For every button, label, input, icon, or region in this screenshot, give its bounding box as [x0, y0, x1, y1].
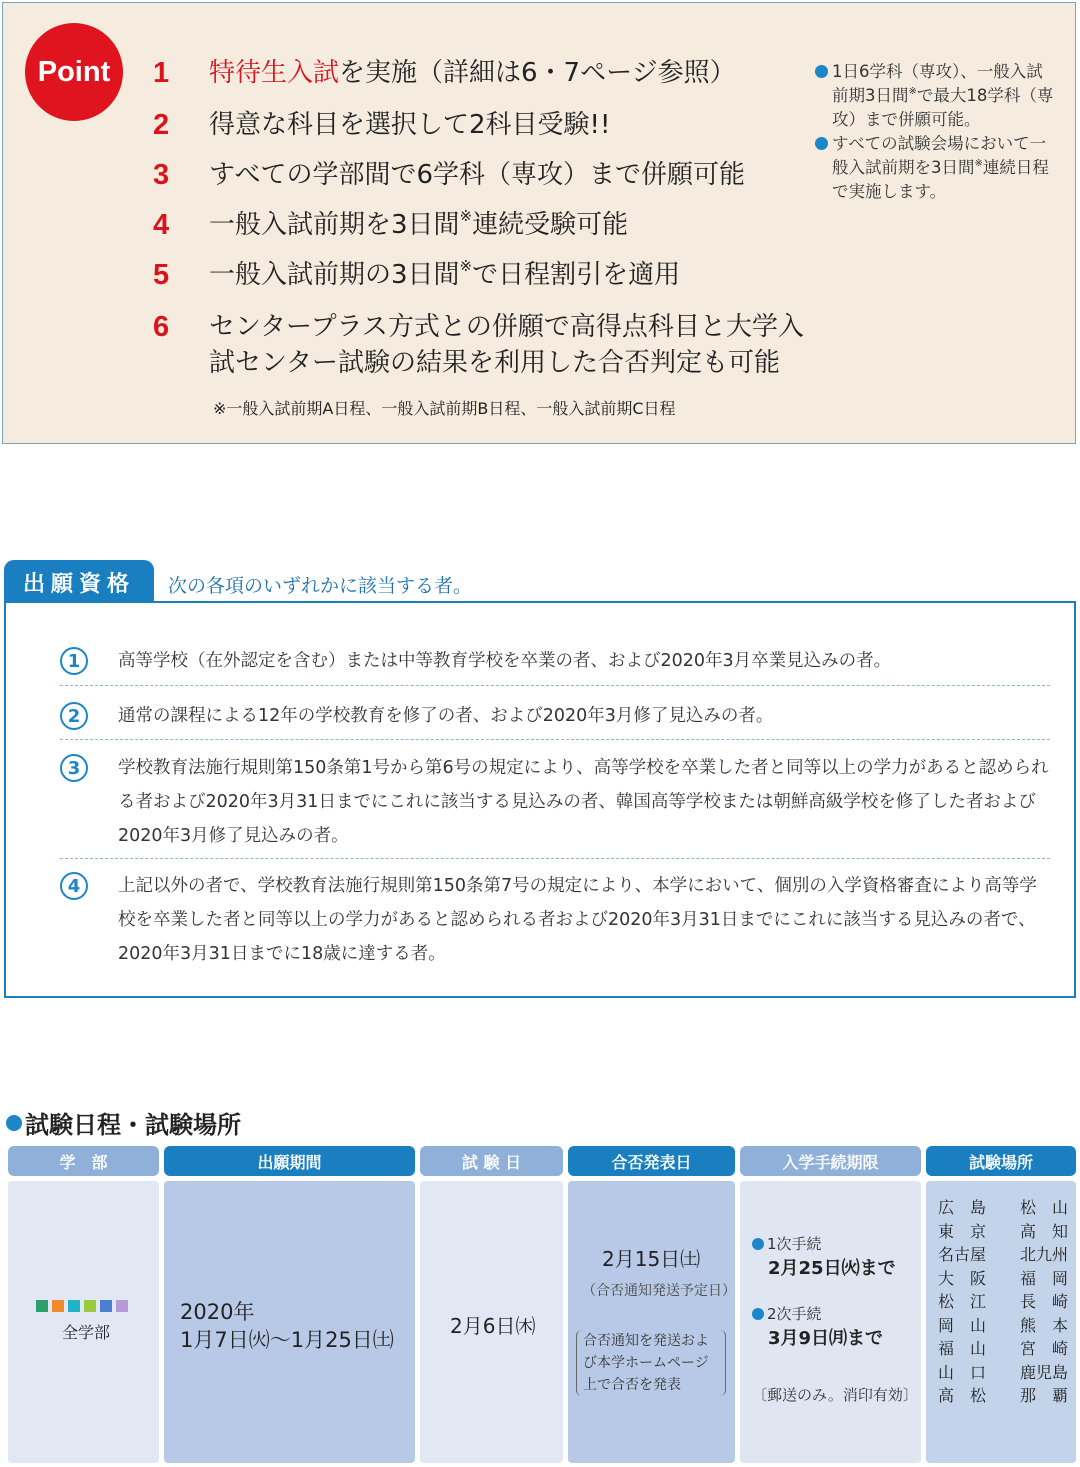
procedure-note: 〔郵送のみ。消印有効〕 [752, 1386, 918, 1404]
qualification-item-4 [60, 869, 1050, 971]
dept-color-square [52, 1300, 64, 1312]
procedure-1-date: 2月25日㈫まで [768, 1258, 896, 1279]
venue-name: 山 口 [938, 1362, 987, 1382]
venue-row [938, 1290, 1068, 1314]
venue-name: 広 島 [938, 1198, 987, 1217]
footnote-mark: ※ [459, 257, 473, 275]
dept-color-square [84, 1300, 96, 1312]
dashed-divider [60, 858, 1050, 859]
point-text-line2: 試センター試験の結果を利用した合否判定も可能 [209, 348, 780, 378]
venue-name: 高 松 [938, 1386, 987, 1405]
point-number: 2 [153, 109, 170, 141]
venue-name: 高 知 [1019, 1221, 1068, 1241]
qualification-text: 通常の課程による12年の学校教育を修了の者、および2020年3月修了見込みの者。 [118, 706, 774, 726]
point-item-6 [153, 309, 804, 381]
number-circle-icon: 2 [60, 702, 88, 730]
cell-result [568, 1181, 735, 1463]
schedule-title-text: 試験日程・試験場所 [25, 1111, 241, 1139]
result-bracket-note: 合否通知を発送および本学ホームページ上で合否を発表 [576, 1330, 726, 1396]
point-text: 一般入試前期の3日間 [209, 260, 460, 290]
dept-color-square [68, 1300, 80, 1312]
dashed-divider [60, 685, 1050, 686]
exam-day: 2月6日㈭ [450, 1314, 536, 1338]
venue-name: 熊 本 [1019, 1315, 1068, 1335]
period-range: 1月7日㈫〜1月25日㈯ [180, 1328, 394, 1352]
number-circle-icon: 3 [60, 754, 88, 782]
side-note-text: 1日6学科（専攻）、一般入試前期3日間 [832, 62, 1043, 105]
procedure-2-label [752, 1303, 822, 1324]
period-year: 2020年 [180, 1300, 255, 1324]
point-footnote: ※一般入試前期A日程、一般入試前期B日程、一般入試前期C日程 [213, 399, 676, 418]
point-text: を実施（詳細は6・7ページ参照） [339, 58, 736, 88]
number-circle-icon: 4 [60, 872, 88, 900]
venue-name: 松 山 [1019, 1198, 1068, 1217]
venue-row [938, 1243, 1068, 1267]
point-highlight: 特待生入試 [209, 58, 340, 88]
header-result: 合否発表日 [568, 1146, 735, 1176]
point-text: すべての学部間で6学科（専攻）まで併願可能 [209, 160, 746, 190]
side-note-text-cont: 連続日程で実施します。 [832, 158, 1049, 201]
venue-row [938, 1267, 1068, 1291]
dept-color-square [116, 1300, 128, 1312]
bullet-icon [815, 137, 828, 150]
procedure-label-text: 1次手続 [767, 1235, 822, 1253]
qualification-item-2 [60, 699, 1050, 733]
venue-row [938, 1196, 1068, 1220]
venue-name: 福 山 [938, 1339, 987, 1358]
bullet-icon [752, 1238, 764, 1250]
point-number: 4 [153, 209, 170, 241]
qualification-subtitle: 次の各項のいずれかに該当する者。 [168, 575, 473, 597]
footnote-mark: ※ [974, 158, 983, 169]
dept-color-square [100, 1300, 112, 1312]
qualification-tab: 出願資格 [4, 560, 154, 604]
venue-name: 大 阪 [938, 1268, 987, 1288]
number-circle-icon: 1 [60, 647, 88, 675]
venue-name: 宮 崎 [1019, 1339, 1068, 1358]
header-venue: 試験場所 [926, 1146, 1076, 1176]
venue-name: 那 覇 [1019, 1386, 1068, 1405]
point-number: 6 [153, 311, 170, 343]
point-item-4 [153, 207, 628, 243]
dept-label: 全学部 [62, 1323, 111, 1342]
venue-name: 岡 山 [938, 1315, 987, 1335]
point-number: 5 [153, 259, 170, 291]
side-note-1 [815, 60, 1055, 132]
footnote-mark: ※ [908, 86, 917, 97]
venue-name: 北九州 [1019, 1245, 1068, 1264]
point-text: 一般入試前期を3日間 [209, 210, 460, 240]
header-period: 出願期間 [164, 1146, 415, 1176]
point-item-2 [153, 107, 610, 143]
side-note-text-cont: で最大18学科（専攻）まで併願可能。 [832, 86, 1054, 129]
point-number: 1 [153, 57, 170, 89]
venue-name: 松 江 [938, 1292, 987, 1311]
point-item-1 [153, 55, 736, 91]
point-number: 3 [153, 159, 170, 191]
header-exam-day: 試 験 日 [420, 1146, 563, 1176]
point-text-cont: で日程割引を適用 [472, 260, 681, 290]
point-text: センタープラス方式との併願で高得点科目と大学入 [209, 312, 804, 342]
side-note-text: すべての試験会場において一般入試前期を3日間 [832, 134, 1047, 177]
venue-name: 長 崎 [1019, 1292, 1068, 1311]
side-note-2 [815, 132, 1055, 204]
procedure-2-date: 3月9日㈪まで [768, 1328, 884, 1349]
procedure-1-label [752, 1233, 822, 1254]
side-notes [815, 60, 1055, 204]
point-badge: Point [25, 23, 123, 121]
bullet-icon [6, 1115, 22, 1131]
venue-row [938, 1220, 1068, 1244]
application-period [180, 1298, 394, 1354]
qualification-item-3 [60, 751, 1050, 853]
header-procedure: 入学手続期限 [740, 1146, 921, 1176]
department-color-bars [36, 1300, 132, 1312]
venue-row [938, 1384, 1068, 1408]
qualification-text: 学校教育法施行規則第150条第1号から第6号の規定により、高等学校を卒業した者と同等以上の学力があると認められる者および2020年3月31日までにこれに該当する見込みの者、韓国高等学校または朝鮮高級学校を修了した者および2020年3月修了見込みの者。 [118, 758, 1049, 846]
schedule-title [6, 1105, 241, 1140]
point-item-3 [153, 157, 745, 193]
dashed-divider [60, 739, 1050, 740]
result-date: 2月15日㈯ [602, 1247, 701, 1271]
venue-name: 東 京 [938, 1221, 987, 1241]
venue-name: 福 岡 [1019, 1268, 1068, 1288]
bullet-icon [815, 65, 828, 78]
header-dept: 学 部 [8, 1146, 159, 1176]
bullet-icon [752, 1308, 764, 1320]
footnote-mark: ※ [459, 207, 473, 225]
point-text: 得意な科目を選択して2科目受験!! [209, 110, 611, 140]
qualification-item-1 [60, 644, 1050, 678]
venue-row [938, 1314, 1068, 1338]
point-text-cont: 連続受験可能 [472, 210, 629, 240]
point-box [2, 2, 1076, 444]
procedure-label-text: 2次手続 [767, 1305, 822, 1323]
venue-name: 鹿児島 [1019, 1362, 1068, 1382]
venue-row [938, 1361, 1068, 1385]
qualification-text: 高等学校（在外認定を含む）または中等教育学校を卒業の者、および2020年3月卒業見込みの者。 [118, 651, 892, 671]
venue-row [938, 1337, 1068, 1361]
qualification-box [4, 601, 1076, 998]
result-note: （合否通知発送予定日） [582, 1283, 736, 1299]
venue-list [938, 1196, 1068, 1408]
venue-name: 名古屋 [938, 1245, 987, 1264]
qualification-text: 上記以外の者で、学校教育法施行規則第150条第7号の規定により、本学において、個別の入学資格審査により高等学校を卒業した者と同等以上の学力があると認められる者および2020年3月31日までにこれに該当する見込みの者で、2020年3月31日までに18歳に達する者。 [118, 876, 1037, 964]
point-item-5 [153, 257, 680, 293]
dept-color-square [36, 1300, 48, 1312]
